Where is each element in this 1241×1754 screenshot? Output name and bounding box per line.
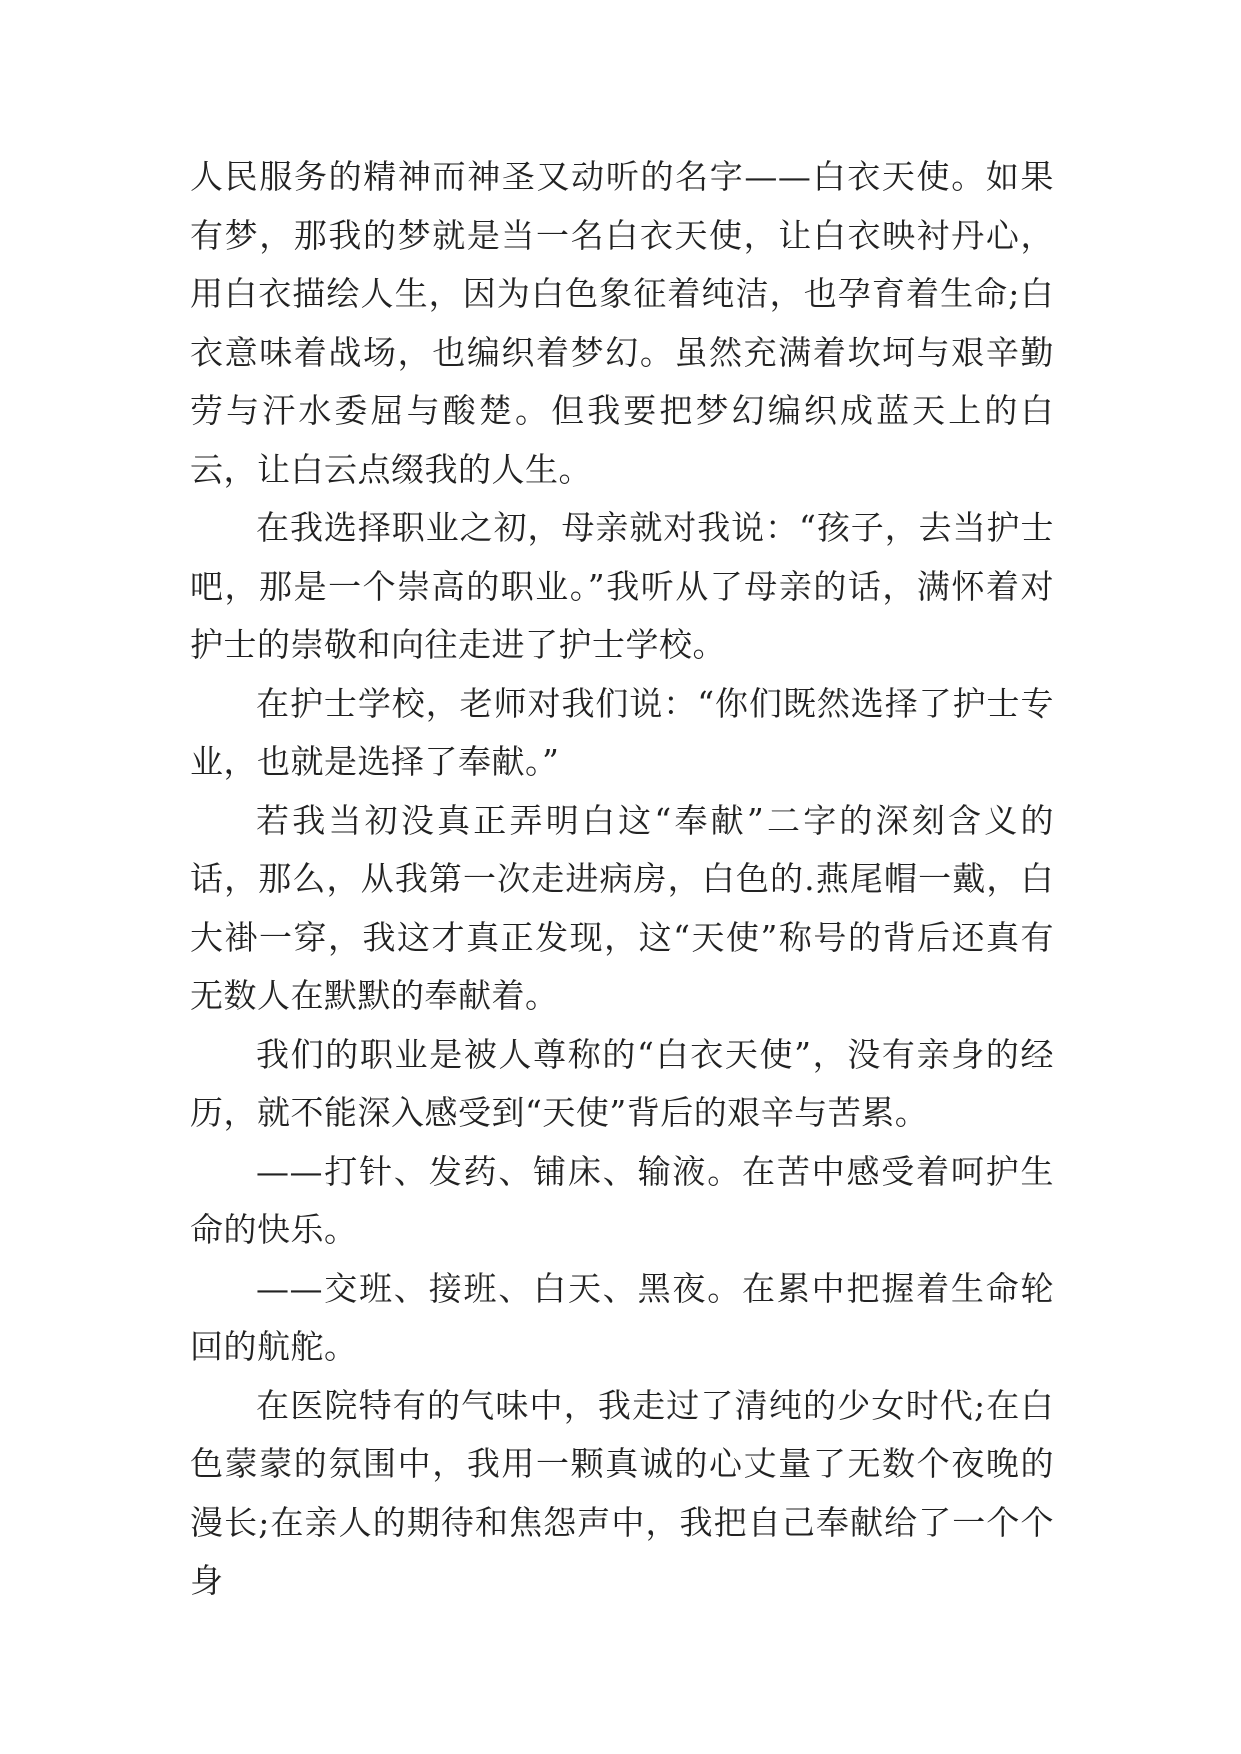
document-body — [190, 148, 1054, 1611]
paragraph-8: 在医院特有的气味中，我走过了清纯的少女时代;在白色蒙蒙的氛围中，我用一颗真诚的心丈量了无数个夜晚的漫长;在亲人的期待和焦怨声中，我把自己奉献给了一个个身 — [190, 1385, 1054, 1600]
paragraph-4: 若我当初没真正弄明白这“奉献”二字的深刻含义的话，那么，从我第一次走进病房，白色的.燕尾帽一戴，白大褂一穿，我这才真正发现，这“天使”称号的背后还真有无数人在默默的奉献着。 — [190, 800, 1054, 1015]
paragraph-2: 在我选择职业之初，母亲就对我说：“孩子，去当护士吧，那是一个崇高的职业。”我听从了母亲的话，满怀着对护士的崇敬和向往走进了护士学校。 — [190, 508, 1054, 664]
paragraph-5: 我们的职业是被人尊称的“白衣天使”，没有亲身的经历，就不能深入感受到“天使”背后的艰辛与苦累。 — [190, 1034, 1054, 1132]
paragraph-7: ——交班、接班、白天、黑夜。在累中把握着生命轮回的航舵。 — [190, 1268, 1054, 1366]
paragraph-6: ——打针、发药、铺床、输液。在苦中感受着呵护生命的快乐。 — [190, 1151, 1054, 1249]
paragraph-3: 在护士学校，老师对我们说：“你们既然选择了护士专业，也就是选择了奉献。” — [190, 683, 1054, 781]
paragraph-1: 人民服务的精神而神圣又动听的名字——白衣天使。如果有梦，那我的梦就是当一名白衣天使，让白衣映衬丹心，用白衣描绘人生，因为白色象征着纯洁，也孕育着生命;白衣意味着战场，也编织着梦幻。虽然充满着坎坷与艰辛勤劳与汗水委屈与酸楚。但我要把梦幻编织成蓝天上的白云，让白云点缀我的人生。 — [190, 157, 1054, 489]
